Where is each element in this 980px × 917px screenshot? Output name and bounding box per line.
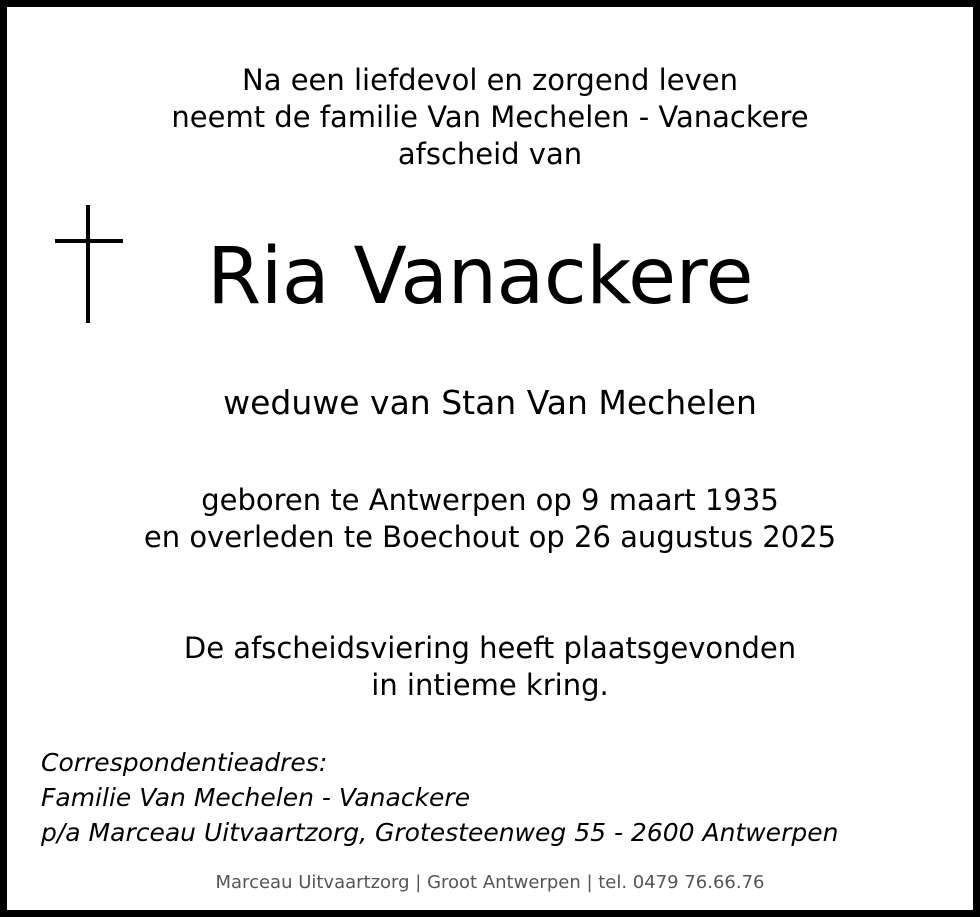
- correspondence-label: Correspondentieadres:: [41, 748, 328, 777]
- ceremony-line-2: in intieme kring.: [371, 668, 609, 702]
- intro-line-2: neemt de familie Van Mechelen - Vanackere: [171, 100, 809, 134]
- birth-line: geboren te Antwerpen op 9 maart 1935: [201, 483, 779, 517]
- intro-text: [0, 62, 980, 173]
- correspondence-address: p/a Marceau Uitvaartzorg, Grotesteenweg 55 - 2600 Antwerpen: [41, 818, 839, 847]
- death-line: en overleden te Boechout op 26 augustus 2025: [143, 520, 837, 554]
- ceremony-text: [0, 630, 980, 704]
- life-dates: [0, 482, 980, 556]
- correspondence-family: Familie Van Mechelen - Vanackere: [41, 783, 471, 812]
- correspondence-block: [41, 745, 838, 850]
- deceased-name: Ria Vanackere: [207, 232, 753, 322]
- relation-text: weduwe van Stan Van Mechelen: [223, 383, 757, 422]
- footer-credit: Marceau Uitvaartzorg | Groot Antwerpen | tel. 0479 76.66.76: [215, 872, 765, 893]
- intro-line-1: Na een liefdevol en zorgend leven: [242, 63, 738, 97]
- intro-line-3: afscheid van: [397, 137, 583, 171]
- ceremony-line-1: De afscheidsviering heeft plaatsgevonden: [183, 631, 797, 665]
